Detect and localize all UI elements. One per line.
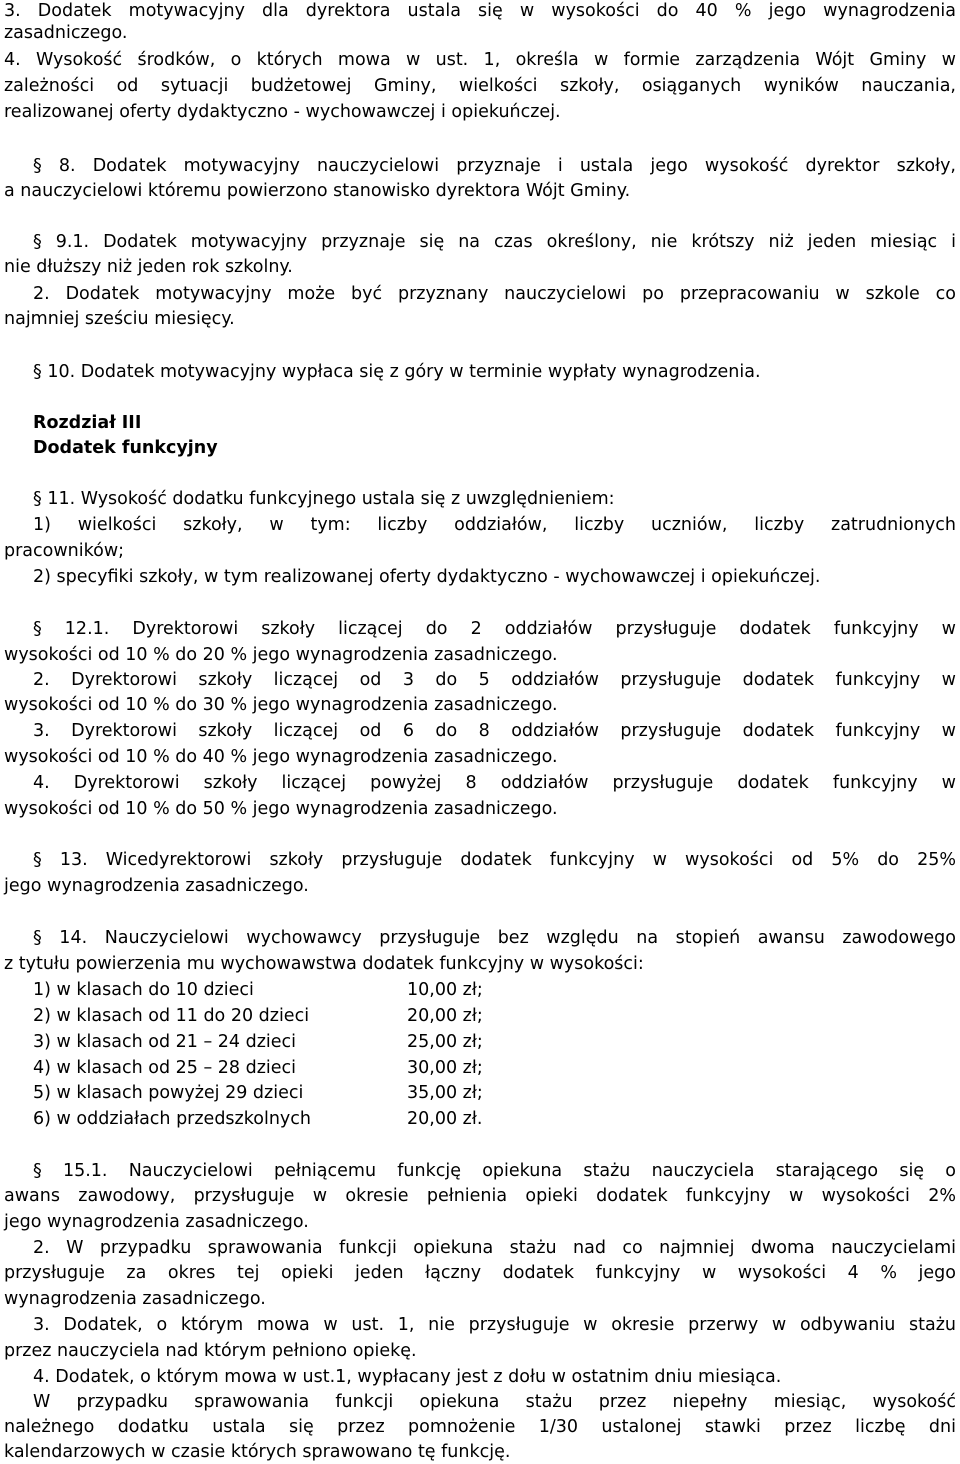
text-line: pracowników; xyxy=(4,541,125,561)
rate-label: 6) w oddziałach przedszkolnych xyxy=(33,1109,311,1129)
text-line: wysokości od 10 % do 30 % jego wynagrodzenia zasadniczego. xyxy=(4,695,558,715)
text-line: 2. Dyrektorowi szkoły liczącej od 3 do 5 oddziałów przysługuje dodatek funkcyjny w xyxy=(33,670,956,690)
text-line: 4. Dodatek, o którym mowa w ust.1, wypłacany jest z dołu w ostatnim dniu miesiąca. xyxy=(33,1367,782,1387)
text-line: jego wynagrodzenia zasadniczego. xyxy=(4,876,309,896)
rate-row xyxy=(33,1082,956,1104)
text-line: realizowanej oferty dydaktyczno - wychowawczej i opiekuńczej. xyxy=(4,102,561,122)
text-line: 2. W przypadku sprawowania funkcji opiekuna stażu nad co najmniej dwoma nauczycielami xyxy=(33,1238,956,1258)
chapter-title: Dodatek funkcyjny xyxy=(33,438,218,458)
text-line: 2. Dodatek motywacyjny może być przyznany nauczycielowi po przepracowaniu w szkole co xyxy=(33,284,956,304)
section-heading-10: § 10. Dodatek motywacyjny wypłaca się z góry w terminie wypłaty wynagrodzenia. xyxy=(33,362,761,382)
list-item: 2) specyfiki szkoły, w tym realizowanej oferty dydaktyczno - wychowawczej i opiekuńczej. xyxy=(33,567,821,587)
text-line: należnego dodatku ustala się przez pomnożenie 1/30 ustalonej stawki przez liczbę dni xyxy=(4,1417,956,1437)
section-heading-8: § 8. Dodatek motywacyjny nauczycielowi przyznaje i ustala jego wysokość dyrektor szkoły, xyxy=(33,156,956,176)
text-line: 3. Dyrektorowi szkoły liczącej od 6 do 8 oddziałów przysługuje dodatek funkcyjny w xyxy=(33,721,956,741)
rate-value: 25,00 zł; xyxy=(407,1032,483,1052)
section-heading-11: § 11. Wysokość dodatku funkcyjnego ustala się z uwzględnieniem: xyxy=(33,489,615,509)
text-line: wysokości od 10 % do 50 % jego wynagrodzenia zasadniczego. xyxy=(4,799,558,819)
text-line: 3. Dodatek, o którym mowa w ust. 1, nie przysługuje w okresie przerwy w odbywaniu stażu xyxy=(33,1315,956,1335)
rate-label: 1) w klasach do 10 dzieci xyxy=(33,980,254,1000)
text-line: wysokości od 10 % do 40 % jego wynagrodzenia zasadniczego. xyxy=(4,747,558,767)
rate-label: 3) w klasach od 21 – 24 dzieci xyxy=(33,1032,296,1052)
text-line: zasadniczego. xyxy=(4,23,128,43)
rate-label: 4) w klasach od 25 – 28 dzieci xyxy=(33,1058,296,1078)
section-heading-14: § 14. Nauczycielowi wychowawcy przysługuje bez względu na stopień awansu zawodowego xyxy=(33,928,956,948)
rate-value: 20,00 zł; xyxy=(407,1006,483,1026)
rate-value: 20,00 zł. xyxy=(407,1109,483,1129)
section-heading-15: § 15.1. Nauczycielowi pełniącemu funkcję opiekuna stażu nauczyciela starającego się o xyxy=(33,1161,956,1181)
text-line: 4. Dyrektorowi szkoły liczącej powyżej 8 oddziałów przysługuje dodatek funkcyjny w xyxy=(33,773,956,793)
text-line: zależności od sytuacji budżetowej Gminy, wielkości szkoły, osiąganych wyników nauczania, xyxy=(4,76,956,96)
section-heading-12: § 12.1. Dyrektorowi szkoły liczącej do 2 oddziałów przysługuje dodatek funkcyjny w xyxy=(33,619,956,639)
text-line: kalendarzowych w czasie których sprawowano tę funkcję. xyxy=(4,1442,511,1462)
text-line: a nauczycielowi któremu powierzono stanowisko dyrektora Wójt Gminy. xyxy=(4,181,631,201)
text-line: najmniej sześciu miesięcy. xyxy=(4,309,235,329)
text-line: wynagrodzenia zasadniczego. xyxy=(4,1289,266,1309)
rate-value: 10,00 zł; xyxy=(407,980,483,1000)
chapter-number: Rozdział III xyxy=(33,413,142,433)
rate-row xyxy=(33,1108,956,1130)
text-line: jego wynagrodzenia zasadniczego. xyxy=(4,1212,309,1232)
text-line: przysługuje za okres tej opieki jeden łączny dodatek funkcyjny w wysokości 4 % jego xyxy=(4,1263,956,1283)
text-line: z tytułu powierzenia mu wychowawstwa dodatek funkcyjny w wysokości: xyxy=(4,954,644,974)
rate-row xyxy=(33,1005,956,1027)
section-heading-13: § 13. Wicedyrektorowi szkoły przysługuje dodatek funkcyjny w wysokości od 5% do 25% xyxy=(33,850,956,870)
text-line: W przypadku sprawowania funkcji opiekuna stażu przez niepełny miesiąc, wysokość xyxy=(33,1392,956,1412)
list-item: 1) wielkości szkoły, w tym: liczby oddziałów, liczby uczniów, liczby zatrudnionych xyxy=(33,515,956,535)
rate-value: 35,00 zł; xyxy=(407,1083,483,1103)
text-line: nie dłuższy niż jeden rok szkolny. xyxy=(4,257,293,277)
rate-row xyxy=(33,1031,956,1053)
text-line: przez nauczyciela nad którym pełniono opiekę. xyxy=(4,1341,417,1361)
text-line: 3. Dodatek motywacyjny dla dyrektora ustala się w wysokości do 40 % jego wynagrodzenia xyxy=(4,1,956,21)
text-line: wysokości od 10 % do 20 % jego wynagrodzenia zasadniczego. xyxy=(4,645,558,665)
rate-row xyxy=(33,979,956,1001)
rate-value: 30,00 zł; xyxy=(407,1058,483,1078)
text-line: 4. Wysokość środków, o których mowa w ust. 1, określa w formie zarządzenia Wójt Gminy w xyxy=(4,50,956,70)
rate-row xyxy=(33,1057,956,1079)
rate-label: 2) w klasach od 11 do 20 dzieci xyxy=(33,1006,310,1026)
section-heading-9: § 9.1. Dodatek motywacyjny przyznaje się na czas określony, nie krótszy niż jeden miesiąc i xyxy=(33,232,956,252)
rate-label: 5) w klasach powyżej 29 dzieci xyxy=(33,1083,304,1103)
text-line: awans zawodowy, przysługuje w okresie pełnienia opieki dodatek funkcyjny w wysokości 2% xyxy=(4,1186,956,1206)
